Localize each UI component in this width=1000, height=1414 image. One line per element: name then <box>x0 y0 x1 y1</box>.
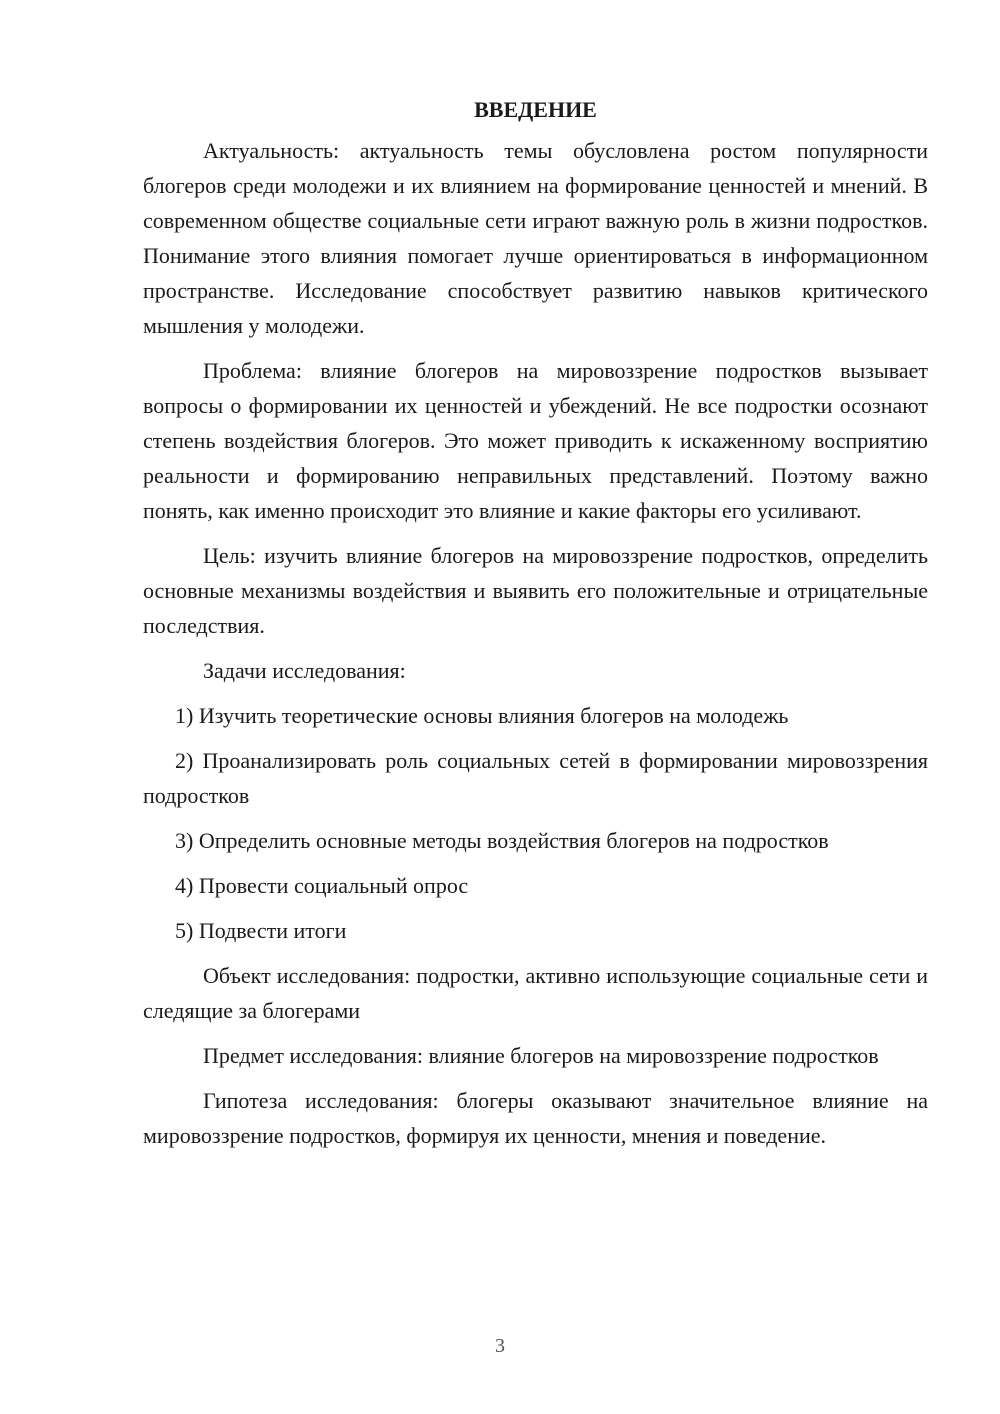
task-item-1: 1) Изучить теоретические основы влияния блогеров на молодежь <box>175 703 789 728</box>
section-heading: ВВЕДЕНИЕ <box>474 97 597 122</box>
page-number: 3 <box>495 1335 505 1357</box>
goal-paragraph: Цель: изучить влияние блогеров на мировоззрение подростков, определить основные механизмы воздействия и выявить его положительные и отрицательные последствия. <box>143 543 928 638</box>
task-item-4: 4) Провести социальный опрос <box>175 873 469 898</box>
task-item-2: 2) Проанализировать роль социальных сетей в формировании мировоззрения подростков <box>143 748 928 808</box>
subject-paragraph: Предмет исследования: влияние блогеров на мировоззрение подростков <box>203 1043 879 1068</box>
relevance-paragraph: Актуальность: актуальность темы обусловлена ростом популярности блогеров среди молодежи и их влиянием на формирование ценностей и мнений. В современном обществе социальные сети играют важную роль в жизни подростков. Понимание этого влияния помогает лучше ориентироваться в информационном пространстве. Исследование способствует развитию навыков критического мышления у молодежи. <box>143 138 928 338</box>
document-page <box>143 92 928 1163</box>
task-item-5: 5) Подвести итоги <box>175 918 347 943</box>
hypothesis-paragraph: Гипотеза исследования: блогеры оказывают значительное влияние на мировоззрение подростков, формируя их ценности, мнения и поведение. <box>143 1088 928 1148</box>
task-item-3: 3) Определить основные методы воздействия блогеров на подростков <box>175 828 829 853</box>
problem-paragraph: Проблема: влияние блогеров на мировоззрение подростков вызывает вопросы о формировании их ценностей и убеждений. Не все подростки осознают степень воздействия блогеров. Это может приводить к искаженному восприятию реальности и формированию неправильных представлений. Поэтому важно понять, как именно происходит это влияние и какие факторы его усиливают. <box>143 358 928 523</box>
tasks-heading: Задачи исследования: <box>203 658 406 683</box>
object-paragraph: Объект исследования: подростки, активно использующие социальные сети и следящие за блогерами <box>143 963 928 1023</box>
